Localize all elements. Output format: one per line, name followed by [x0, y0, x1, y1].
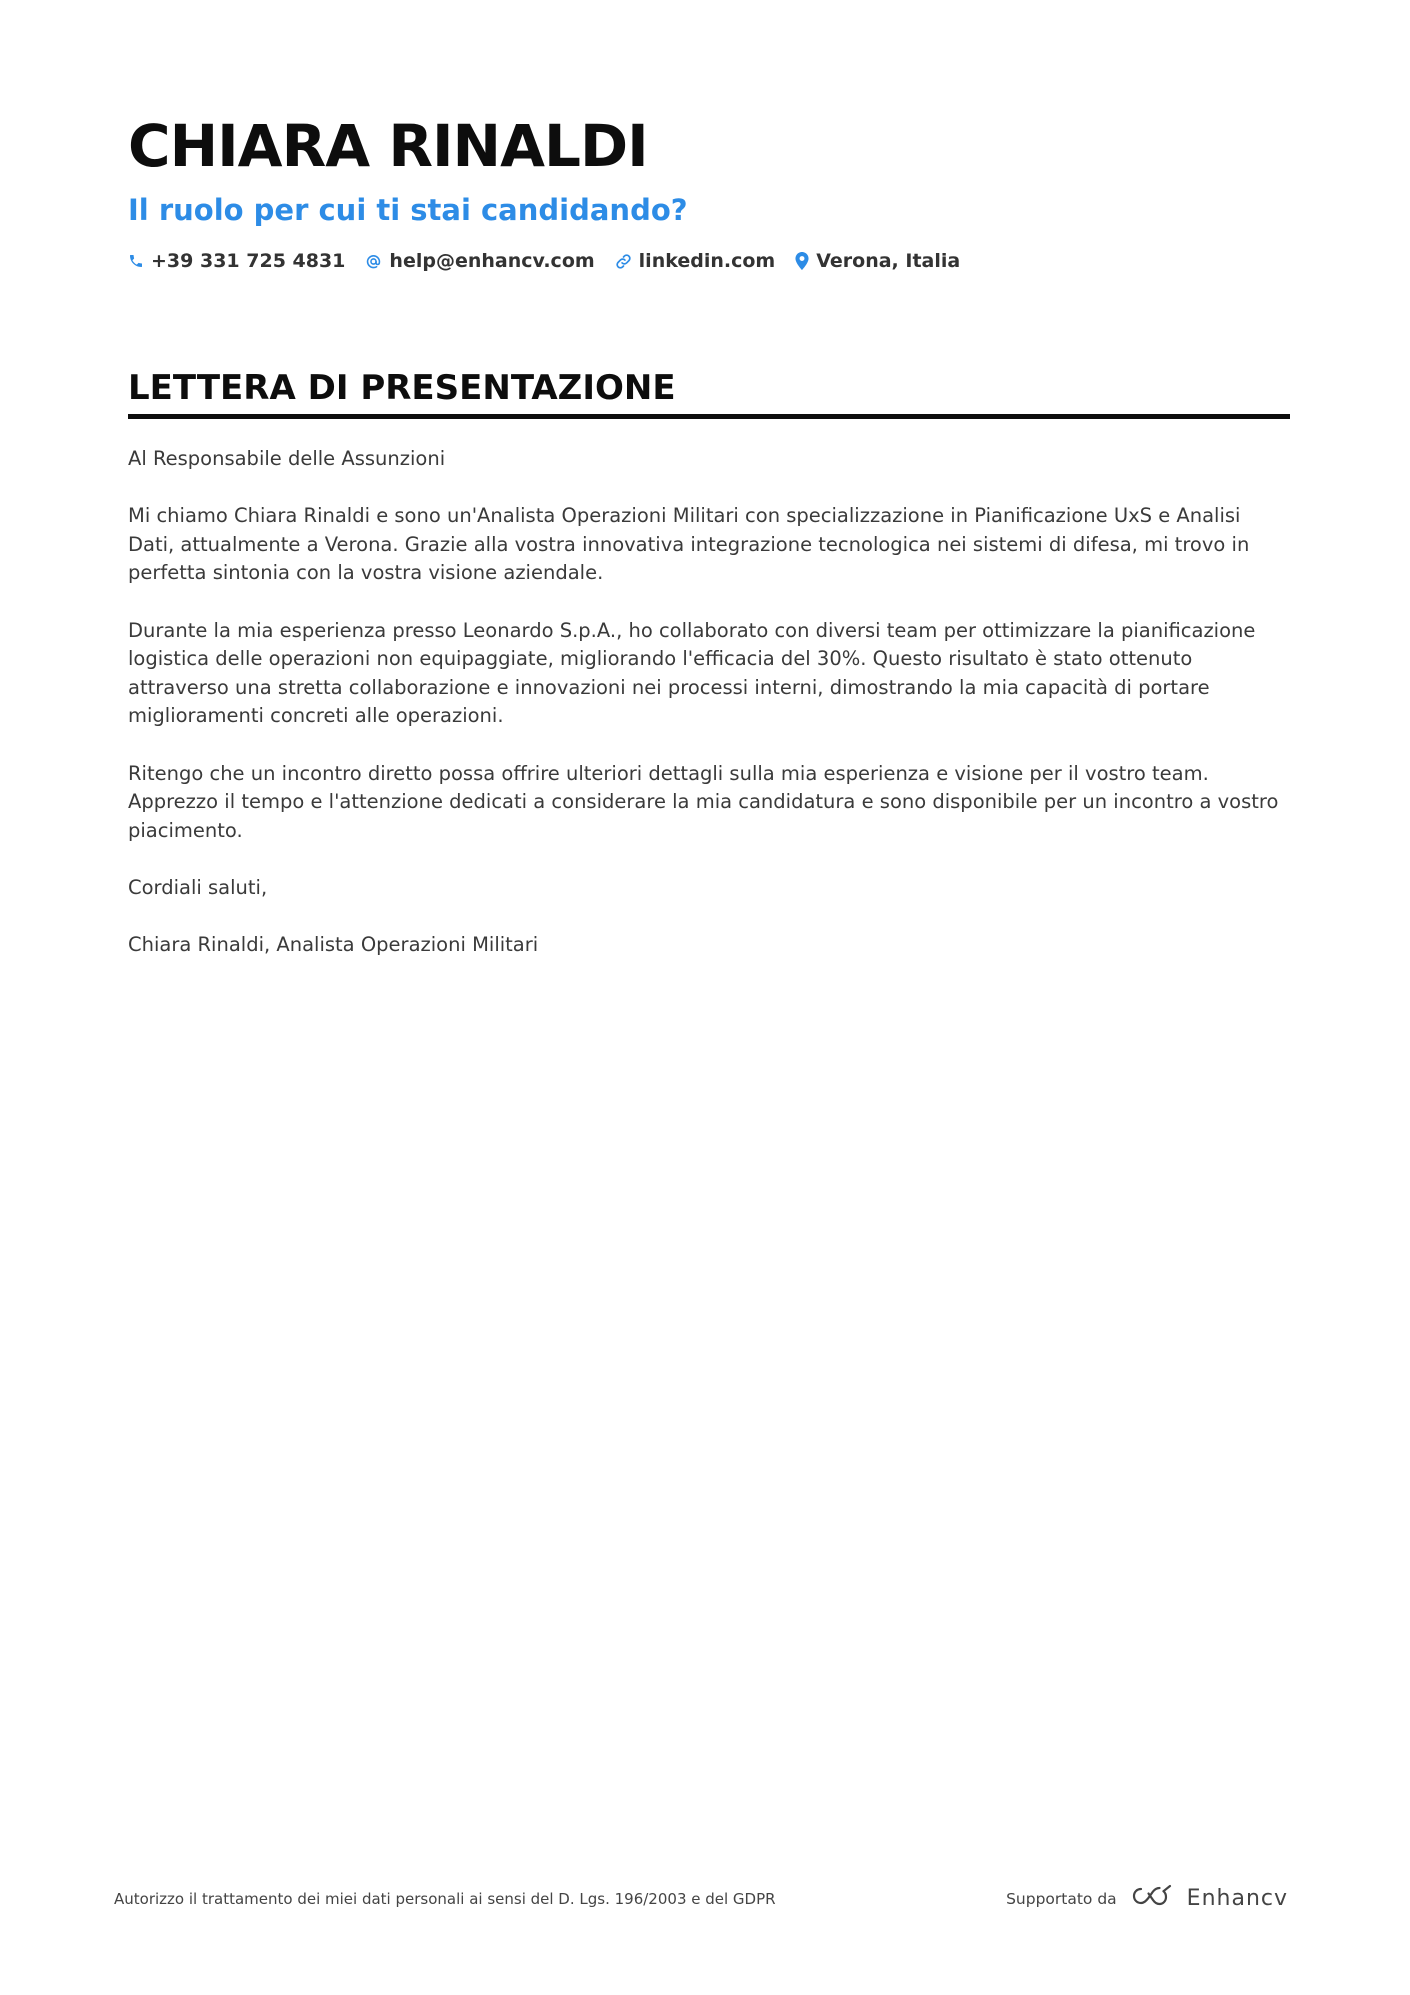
- contact-email[interactable]: [365, 250, 594, 272]
- contact-location: [795, 250, 960, 272]
- privacy-consent: Autorizzo il trattamento dei miei dati personali ai sensi del D. Lgs. 196/2003 e del GDPR: [114, 1889, 776, 1908]
- email-text: help@enhancv.com: [389, 250, 595, 272]
- cover-letter-section: [128, 366, 1290, 988]
- enhancv-logo-icon: [1129, 1884, 1175, 1913]
- phone-text: +39 331 725 4831: [151, 250, 346, 272]
- footer: [114, 1884, 1288, 1913]
- at-icon: [365, 253, 382, 270]
- link-icon: [615, 253, 632, 270]
- location-text: Verona, Italia: [816, 250, 961, 272]
- paragraph-closing: Ritengo che un incontro diretto possa offrire ulteriori dettagli sulla mia esperienza e visione per il vostro team. Apprezzo il tempo e l'attenzione dedicati a considerare la mia candidatura e sono disponibile per un incontro a vostro piacimento.: [128, 761, 1279, 842]
- header: [128, 110, 1288, 272]
- section-title: LETTERA DI PRESENTAZIONE: [128, 366, 1290, 419]
- closing: Cordiali saluti,: [128, 875, 268, 899]
- paragraph-experience: Durante la mia esperienza presso Leonardo S.p.A., ho collaborato con diversi team per ottimizzare la pianificazione logistica delle operazioni non equipaggiate, migliorando l'efficacia del 30%. Questo risultato è stato ottenuto attraverso una stretta collaborazione e innovazioni nei processi interni, dimostrando la mia capacità di portare miglioramenti concreti alle operazioni.: [128, 618, 1256, 728]
- contact-phone: [128, 250, 345, 272]
- location-pin-icon: [795, 252, 809, 270]
- contact-bar: [128, 250, 1288, 272]
- paragraph-intro: Mi chiamo Chiara Rinaldi e sono un'Analista Operazioni Militari con specializzazione in Pianificazione UxS e Analisi Dati, attualmente a Verona. Grazie alla vostra innovativa integrazione tecnologica nei sistemi di difesa, mi trovo in perfetta sintonia con la vostra visione aziendale.: [128, 504, 1250, 585]
- website-text: linkedin.com: [638, 250, 776, 272]
- phone-icon: [128, 253, 144, 269]
- salutation: Al Responsabile delle Assunzioni: [128, 447, 446, 470]
- letter-body: [128, 445, 1290, 960]
- enhancv-brand-name: Enhancv: [1186, 1886, 1288, 1911]
- contact-website[interactable]: [615, 250, 776, 272]
- powered-by[interactable]: [1006, 1884, 1288, 1913]
- candidate-name: CHIARA RINALDI: [128, 112, 648, 180]
- candidate-role: Il ruolo per cui ti stai candidando?: [128, 193, 688, 227]
- signature: Chiara Rinaldi, Analista Operazioni Militari: [128, 933, 539, 957]
- powered-by-label: Supportato da: [1006, 1889, 1117, 1908]
